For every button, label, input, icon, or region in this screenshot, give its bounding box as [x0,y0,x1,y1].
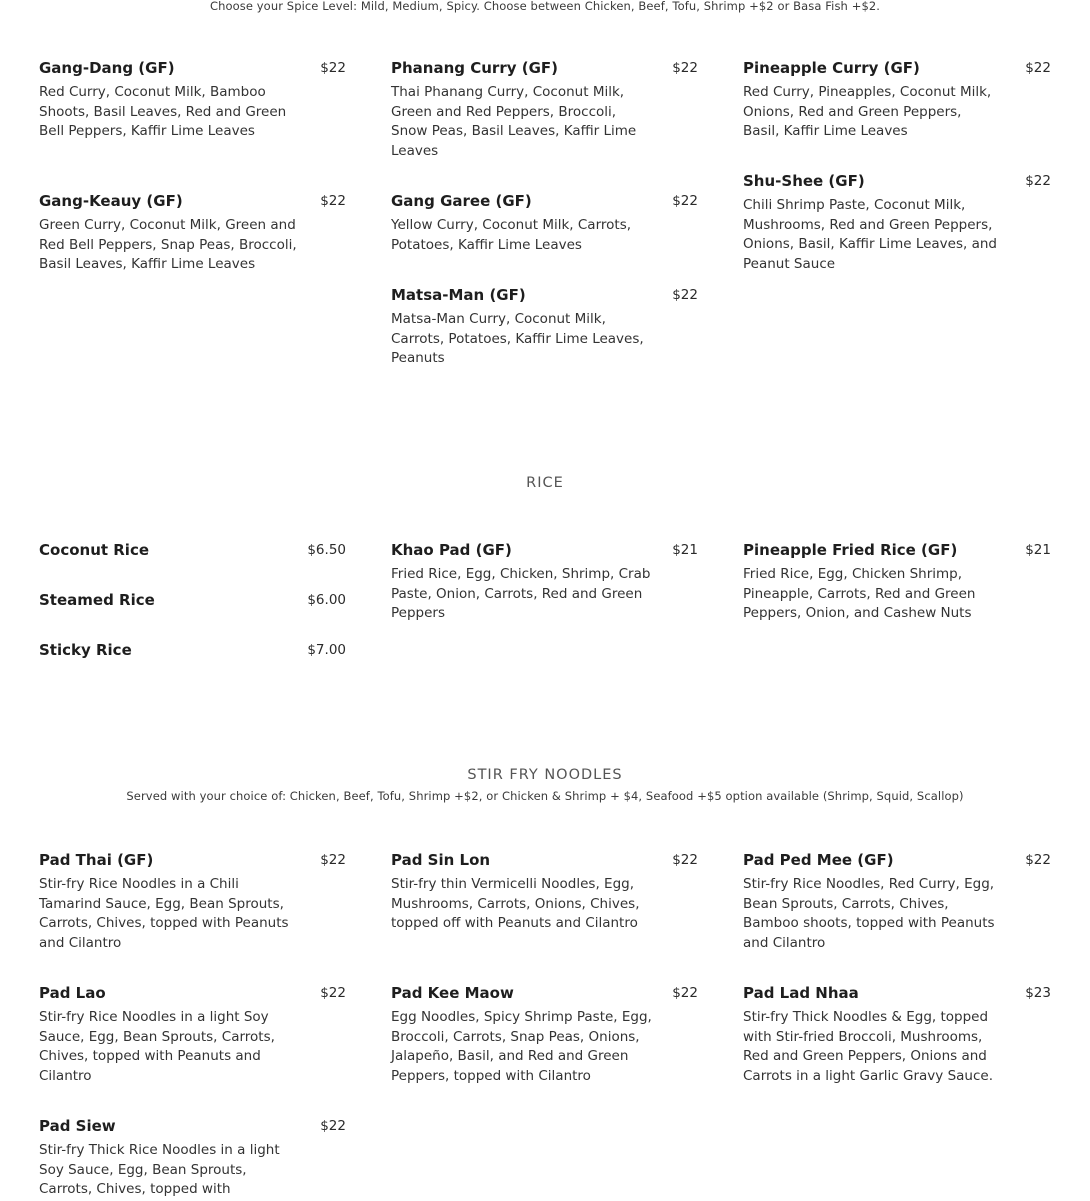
item-price: $21 [1025,542,1051,558]
item-description: Chili Shrimp Paste, Coconut Milk, Mushrooms, Red and Green Peppers, Onions, Basil, Kaffir Lime Leaves, and Peanut Sauce [743,197,997,272]
item-description: Thai Phanang Curry, Coconut Milk, Green and Red Peppers, Broccoli, Snow Peas, Basil Leaves, Kaffir Lime Leaves [391,84,637,159]
item-price: $22 [672,60,698,76]
item-description: Stir-fry Thick Noodles & Egg, topped with Stir-fried Broccoli, Mushrooms, Red and Green Peppers, Onions and Carrots in a light Garlic Gravy Sauce. [743,1009,993,1084]
item-description: Yellow Curry, Coconut Milk, Carrots, Potatoes, Kaffir Lime Leaves [391,217,632,253]
item-name: Gang-Dang (GF) [39,59,175,77]
item-price: $22 [672,193,698,209]
item-name: Steamed Rice [39,591,155,609]
item-description: Stir-fry Rice Noodles in a light Soy Sauce, Egg, Bean Sprouts, Carrots, Chives, topped with Peanuts and Cilantro [39,1009,275,1084]
item-name: Coconut Rice [39,541,150,559]
item-name: Pineapple Curry (GF) [743,59,920,77]
item-price: $22 [1025,60,1051,76]
item-description: Red Curry, Pineapples, Coconut Milk, Onions, Red and Green Peppers, Basil, Kaffir Lime Leaves [743,84,992,139]
item-price: $6.00 [307,592,346,608]
item-price: $23 [1025,985,1051,1001]
item-name: Pad Ped Mee (GF) [743,851,894,869]
item-description: Stir-fry Thick Rice Noodles in a light Soy Sauce, Egg, Bean Sprouts, Carrots, Chives, topped with [39,1142,280,1197]
item-name: Sticky Rice [39,641,132,659]
item-name: Gang-Keauy (GF) [39,192,183,210]
item-name: Pad Kee Maow [391,984,514,1002]
item-name: Khao Pad (GF) [391,541,512,559]
item-price: $22 [672,852,698,868]
item-description: Matsa-Man Curry, Coconut Milk, Carrots, Potatoes, Kaffir Lime Leaves, Peanuts [391,311,644,366]
item-name: Shu-Shee (GF) [743,172,865,190]
item-description: Fried Rice, Egg, Chicken, Shrimp, Crab Paste, Onion, Carrots, Red and Green Peppers [391,566,651,621]
item-name: Matsa-Man (GF) [391,286,526,304]
item-price: $22 [320,985,346,1001]
section-heading-noodles: STIR FRY NOODLES [467,767,623,783]
item-price: $22 [320,1118,346,1134]
item-price: $22 [320,193,346,209]
item-name: Pad Thai (GF) [39,851,154,869]
item-description: Fried Rice, Egg, Chicken Shrimp, Pineapple, Carrots, Red and Green Peppers, Onion, and Cashew Nuts [743,566,976,621]
item-name: Pad Lao [39,984,106,1002]
item-name: Pineapple Fried Rice (GF) [743,541,958,559]
section-heading-rice: RICE [526,475,564,491]
item-price: $22 [320,852,346,868]
item-price: $6.50 [307,542,346,558]
item-description: Green Curry, Coconut Milk, Green and Red Bell Peppers, Snap Peas, Broccoli, Basil Leaves, Kaffir Lime Leaves [39,217,297,272]
item-name: Gang Garee (GF) [391,192,532,210]
item-description: Stir-fry thin Vermicelli Noodles, Egg, Mushrooms, Carrots, Onions, Chives, topped off with Peanuts and Cilantro [391,876,640,931]
item-description: Stir-fry Rice Noodles in a Chili Tamarind Sauce, Egg, Bean Sprouts, Carrots, Chives, topped with Peanuts and Cilantro [39,876,289,951]
noodles-note: Served with your choice of: Chicken, Beef, Tofu, Shrimp +$2, or Chicken & Shrimp + $4, Seafood +$5 option available (Shrimp, Squid, Scallop) [126,789,964,803]
item-name: Pad Siew [39,1117,116,1135]
item-name: Phanang Curry (GF) [391,59,558,77]
item-price: $22 [320,60,346,76]
item-price: $22 [672,985,698,1001]
item-description: Egg Noodles, Spicy Shrimp Paste, Egg, Broccoli, Carrots, Snap Peas, Onions, Jalapeño, Basil, and Red and Green Peppers, topped with Cilantro [391,1009,652,1084]
item-price: $21 [672,542,698,558]
item-price: $22 [1025,173,1051,189]
item-description: Red Curry, Coconut Milk, Bamboo Shoots, Basil Leaves, Red and Green Bell Peppers, Kaffir Lime Leaves [39,84,287,139]
item-price: $7.00 [307,642,346,658]
item-name: Pad Lad Nhaa [743,984,859,1002]
curry-note: Choose your Spice Level: Mild, Medium, Spicy. Choose between Chicken, Beef, Tofu, Shrimp +$2 or Basa Fish +$2. [209,0,881,13]
item-name: Pad Sin Lon [391,851,491,869]
item-description: Stir-fry Rice Noodles, Red Curry, Egg, Bean Sprouts, Carrots, Chives, Bamboo shoots, topped with Peanuts and Cilantro [743,876,995,951]
item-price: $22 [672,287,698,303]
item-price: $22 [1025,852,1051,868]
